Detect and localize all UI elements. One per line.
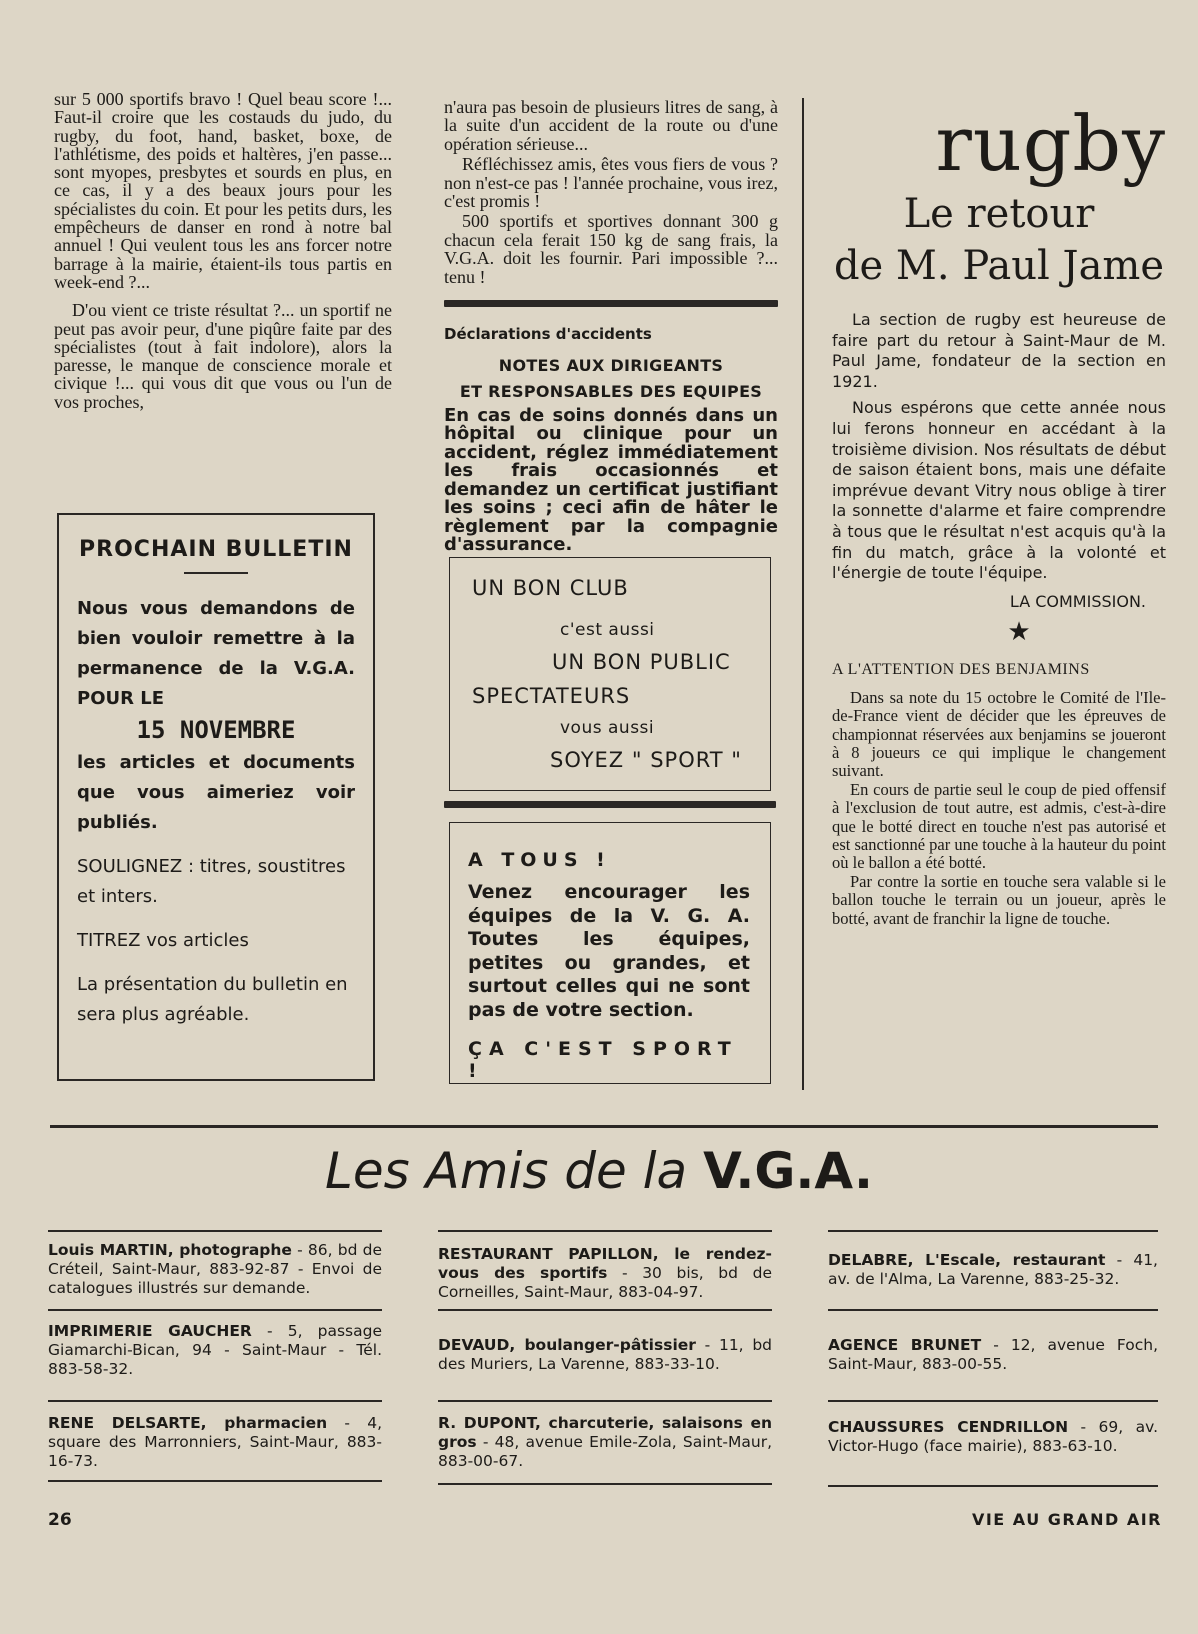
- notes-body: En cas de soins donnés dans un hôpital ou clinique pour un accident, réglez immédiatement les frais occasionnés et demandez un certificat justifiant les soins ; ceci afin de hâter le règlement par la compagnie d'assurance.: [444, 405, 778, 555]
- headline: [832, 188, 1166, 292]
- club-divider: [444, 801, 776, 808]
- magazine-title: VIE AU GRAND AIR: [971, 1510, 1162, 1529]
- bulletin-titrez: TITREZ vos articles: [77, 930, 249, 951]
- section-title: rugby: [935, 99, 1166, 188]
- col2-paragraph-3: 500 sportifs et sportives donnant 300 g chacun cela ferait 150 kg de sang frais, la V.G.A. doit les fournir. Pari impossible ?... tenu !: [444, 211, 778, 287]
- section-rule: [50, 1125, 1158, 1128]
- column-3-rugby: [832, 98, 1166, 928]
- ad-papillon: RESTAURANT PAPILLON, le rendez-vous des sportifs - 30 bis, bd de Corneilles, Saint-Maur, 883-04-97.: [438, 1245, 772, 1302]
- rugby-paragraph-1: La section de rugby est heureuse de faire part du retour à Saint-Maur de M. Paul Jame, fondateur de la section en 1921.: [832, 310, 1166, 391]
- club-line-5: vous aussi: [560, 718, 655, 738]
- ad-delabre: DELABRE, L'Escale, restaurant - 41, av. de l'Alma, La Varenne, 883-25-32.: [828, 1251, 1158, 1289]
- headline-line-2: de M. Paul Jame: [833, 243, 1165, 289]
- ad-brunet: AGENCE BRUNET - 12, avenue Foch, Saint-Maur, 883-00-55.: [828, 1336, 1159, 1374]
- col2-paragraph-1: n'aura pas besoin de plusieurs litres de sang, à la suite d'un accident de la route ou d'une opération sérieuse...: [444, 97, 778, 154]
- bulletin-text-1: Nous vous demandons de bien vouloir remettre à la permanence de la V.G.A. POUR LE: [77, 598, 355, 709]
- club-line-2: c'est aussi: [560, 620, 655, 640]
- club-line-3: UN BON PUBLIC: [552, 650, 731, 674]
- signature: LA COMMISSION.: [1009, 591, 1146, 611]
- ad-cendrillon: CHAUSSURES CENDRILLON - 69, av. Victor-Hugo (face mairie), 883-63-10.: [828, 1418, 1159, 1456]
- declarations-title: Déclarations d'accidents: [444, 325, 652, 344]
- club-line-1: UN BON CLUB: [472, 576, 629, 600]
- ad-devaud: DEVAUD, boulanger-pâtissier - 11, bd des Muriers, La Varenne, 883-33-10.: [438, 1336, 773, 1374]
- col2-paragraph-2: Réfléchissez amis, êtes vous fiers de vous ? non n'est-ce pas ! l'année prochaine, vous irez, c'est promis !: [444, 154, 778, 212]
- bulletin-divider: [184, 572, 248, 574]
- bulletin-date: 15 NOVEMBRE: [136, 716, 296, 744]
- notes-heading-2: ET RESPONSABLES DES EQUIPES: [459, 382, 763, 402]
- tous-box: [449, 822, 771, 1084]
- benjamins-paragraph-1: Dans sa note du 15 octobre le Comité de l'Ile-de-France vient de décider que les épreuves de championnat réservées aux benjamins se joueront à 8 joueurs ce qui implique le changement suivant.: [832, 687, 1166, 781]
- club-line-4: SPECTATEURS: [472, 684, 631, 708]
- notes-heading-1: NOTES AUX DIRIGEANTS: [498, 356, 724, 376]
- bulletin-presentation: La présentation du bulletin en sera plus agréable.: [77, 974, 348, 1025]
- tous-heading: A TOUS !: [468, 849, 611, 871]
- column-1: [54, 90, 392, 421]
- benjamins-paragraph-3: Par contre la sortie en touche sera valable si le ballon touche le terrain ou un joueur, après le botté, avant de franchir la ligne de touche.: [832, 871, 1166, 928]
- ad-martin: Louis MARTIN, photographe - 86, bd de Créteil, Saint-Maur, 883-92-87 - Envoi de catalogues illustrés sur demande.: [48, 1241, 382, 1298]
- club-box: [449, 557, 771, 791]
- column-2: [444, 98, 778, 556]
- bulletin-soulignez: SOULIGNEZ : titres, soustitres et inters.: [77, 856, 346, 907]
- bulletin-text-2: les articles et documents que vous aimeriez voir publiés.: [77, 752, 355, 833]
- page-number: 26: [48, 1510, 72, 1530]
- ad-dupont: R. DUPONT, charcuterie, salaisons en gros - 48, avenue Emile-Zola, Saint-Maur, 883-00-67.: [438, 1414, 772, 1471]
- benjamins-title: A L'ATTENTION DES BENJAMINS: [832, 660, 1090, 678]
- headline-line-1: Le retour: [903, 191, 1095, 237]
- rugby-paragraph-2: Nous espérons que cette année nous lui ferons honneur en accédant à la troisième division. Nos résultats de début de saison étaient bons, mais une défaite imprévue devant Vitry nous oblige à tirer la sonnette d'alarme et faire comprendre à tous que le résultat n'est acquis qu'à la fin du match, grâce à la volonté et l'énergie de toute l'équipe.: [832, 398, 1166, 583]
- amis-title-text: Les Amis de la: [324, 1142, 688, 1200]
- tous-sport: ÇA C'EST SPORT !: [468, 1038, 738, 1082]
- tous-text: Venez encourager les équipes de la V. G. A. Toutes les équipes, petites ou grandes, et surtout celles qui ne sont pas de votre section.: [468, 881, 750, 1021]
- col2-divider: [444, 300, 778, 307]
- ad-gaucher: IMPRIMERIE GAUCHER - 5, passage Giamarchi-Bican, 94 - Saint-Maur - Tél. 883-58-32.: [48, 1322, 382, 1379]
- col1-paragraph-2: D'ou vient ce triste résultat ?... un sportif ne peut pas avoir peur, d'une piqûre faite par des spécialistes (tout à fait indolore), alors la paresse, le manque de conscience morale et civique !... qui vous dit que vous ou l'un de vos proches,: [54, 300, 392, 412]
- benjamins-paragraph-2: En cours de partie seul le coup de pied offensif à l'exclusion de tout autre, est admis, c'est-à-dire que le botté direct en touche n'est pas autorisé et est sanctionné par une touche à la hauteur du point où le ballon a été botté.: [832, 779, 1167, 873]
- ad-delsarte: RENE DELSARTE, pharmacien - 4, square des Marronniers, Saint-Maur, 883-16-73.: [48, 1414, 382, 1471]
- bulletin-title: PROCHAIN BULLETIN: [79, 537, 353, 562]
- amis-title-vga: V.G.A.: [703, 1142, 874, 1200]
- column-separator: [802, 98, 804, 1090]
- bulletin-box: [57, 513, 375, 1081]
- club-line-6: SOYEZ " SPORT ": [550, 748, 742, 772]
- col1-paragraph-1: sur 5 000 sportifs bravo ! Quel beau score !... Faut-il croire que les costauds du judo, du rugby, du foot, hand, basket, boxe, de l'athlétisme, des poids et haltères, j'en passe... sont myopes, presbytes et sourds en plus, en ce cas, il y a des beaux jours pour les spécialistes du coin. Et pour les petits durs, les empêcheurs de danser en rond à notre bal annuel ! Qui veulent tous les ans forcer notre barrage à la mairie, étaient-ils tous partis en week-end ?...: [54, 89, 392, 292]
- star-icon: ★: [1007, 616, 1031, 646]
- amis-title: [0, 1142, 1198, 1200]
